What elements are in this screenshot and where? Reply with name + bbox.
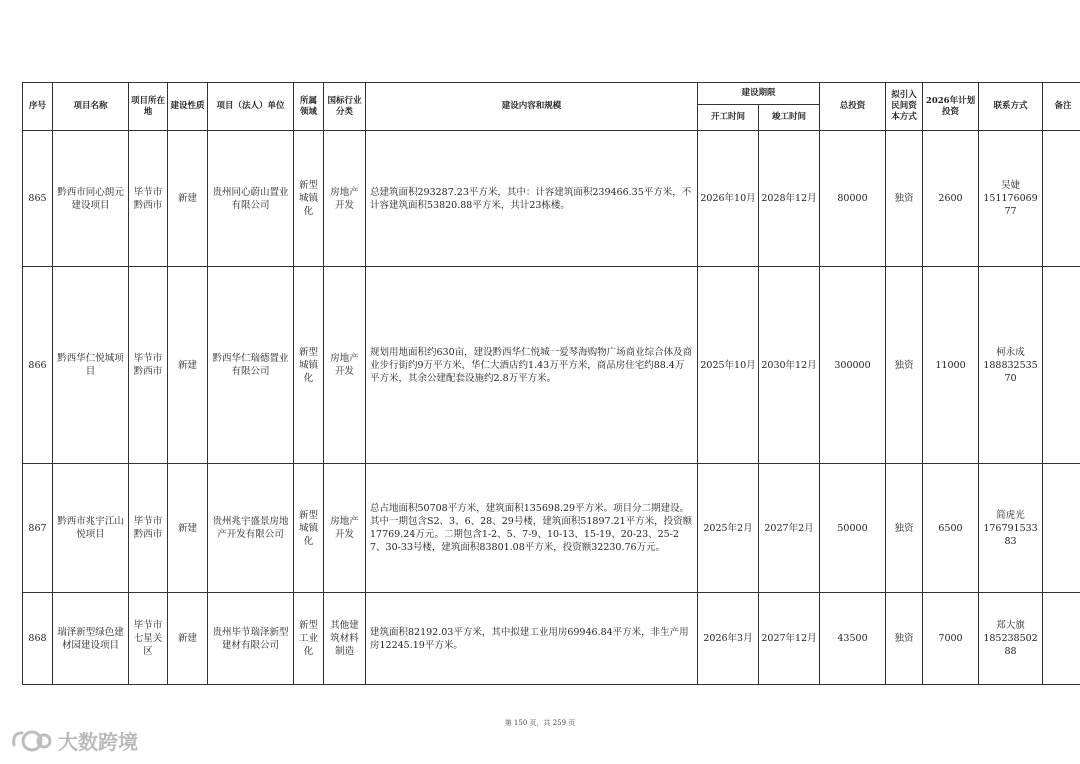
header-contact: 联系方式 [979, 83, 1043, 131]
contact-name: 郑大旗 [996, 620, 1025, 631]
cell-unit: 贵州同心蔚山置业有限公司 [208, 131, 294, 267]
cell-contact [979, 593, 1043, 685]
cell-field: 新型城镇化 [294, 464, 324, 593]
cell-nature: 新建 [168, 464, 208, 593]
watermark-logo-icon [10, 727, 54, 755]
contact-name: 简虎光 [996, 509, 1025, 521]
header-industry: 国标行业分类 [324, 83, 366, 131]
cell-investment: 80000 [820, 131, 886, 267]
cell-content: 总建筑面积293287.23平方米，其中：计容建筑面积239466.35平方米，不计容建筑面积53820.88平方米，共计23栋楼。 [366, 131, 698, 267]
cell-content: 建筑面积82192.03平方米，其中拟建工业用房69946.84平方米，非生产用房12245.19平方米。 [366, 593, 698, 685]
project-table-sheet [22, 82, 1072, 685]
cell-name: 黔西市兆宇江山悦项目 [53, 464, 129, 593]
cell-name: 瑞泽新型绿色建材园建设项目 [53, 593, 129, 685]
cell-seq: 865 [23, 131, 53, 267]
header-nature: 建设性质 [168, 83, 208, 131]
cell-name: 黔西华仁悦城项目 [53, 267, 129, 464]
table-row [23, 267, 1080, 464]
header-seq: 序号 [23, 83, 53, 131]
cell-remark [1043, 593, 1080, 685]
cell-start: 2026年3月 [698, 593, 759, 685]
cell-seq: 867 [23, 464, 53, 593]
cell-unit: 贵州兆宇盛景房地产开发有限公司 [208, 464, 294, 593]
contact-phone: 18883253570 [983, 359, 1038, 384]
cell-remark [1043, 267, 1080, 464]
header-start: 开工时间 [698, 105, 759, 131]
cell-location: 毕节市黔西市 [129, 267, 168, 464]
contact-name: 柯永成 [996, 346, 1025, 358]
header-remark: 备注 [1043, 83, 1080, 131]
cell-end: 2027年12月 [759, 593, 820, 685]
cell-plan-2026: 11000 [923, 267, 979, 464]
header-unit: 项目（法人）单位 [208, 83, 294, 131]
cell-private-capital: 独资 [886, 267, 923, 464]
cell-content: 总占地面积50708平方米，建筑面积135698.29平方米。项目分二期建设。其中一期包含S2、3、6、28、29号楼，建筑面积51897.21平方米，投资额17769.24万元。二期包含1-2、5、7-9、10-13、15-19、20-23、25-27、30-33号楼，建筑面积83801.08平方米，投资额32230.76万元。 [366, 464, 698, 593]
cell-field: 新型城镇化 [294, 131, 324, 267]
cell-end: 2030年12月 [759, 267, 820, 464]
cell-contact [979, 131, 1043, 267]
header-end: 竣工时间 [759, 105, 820, 131]
header-content: 建设内容和规模 [366, 83, 698, 131]
cell-location: 毕节市黔西市 [129, 131, 168, 267]
header-location: 项目所在地 [129, 83, 168, 131]
contact-name: 吴婕 [1001, 180, 1021, 191]
cell-content: 规划用地面积约630亩，建设黔西华仁悦城一爱琴海购物广场商业综合体及商业步行街约9万平方米，华仁大酒店约1.43万平方米，商品房住宅约88.4万平方米，其余公建配套设施约2.8万平方米。 [366, 267, 698, 464]
cell-remark [1043, 131, 1080, 267]
table-row [23, 131, 1080, 267]
cell-industry: 其他建筑材料制造 [324, 593, 366, 685]
contact-phone: 15117606977 [983, 193, 1038, 217]
cell-private-capital: 独资 [886, 593, 923, 685]
cell-contact [979, 267, 1043, 464]
cell-industry: 房地产开发 [324, 464, 366, 593]
cell-start: 2025年2月 [698, 464, 759, 593]
header-plan-2026: 2026年计划投资 [923, 83, 979, 131]
contact-phone: 17679153383 [983, 522, 1038, 547]
cell-plan-2026: 7000 [923, 593, 979, 685]
cell-investment: 300000 [820, 267, 886, 464]
cell-location: 毕节市七星关区 [129, 593, 168, 685]
cell-location: 毕节市黔西市 [129, 464, 168, 593]
watermark [10, 726, 138, 755]
cell-nature: 新建 [168, 593, 208, 685]
page-number: 第 150 页，共 259 页 [504, 719, 576, 727]
cell-investment: 43500 [820, 593, 886, 685]
cell-unit: 黔西华仁瑞德置业有限公司 [208, 267, 294, 464]
table-row [23, 464, 1080, 593]
watermark-text: 大数跨境 [58, 730, 138, 754]
cell-industry: 房地产开发 [324, 131, 366, 267]
table-row [23, 593, 1080, 685]
cell-investment: 50000 [820, 464, 886, 593]
cell-nature: 新建 [168, 131, 208, 267]
cell-field: 新型城镇化 [294, 267, 324, 464]
cell-start: 2026年10月 [698, 131, 759, 267]
header-name: 项目名称 [53, 83, 129, 131]
cell-plan-2026: 6500 [923, 464, 979, 593]
cell-end: 2027年2月 [759, 464, 820, 593]
cell-end: 2028年12月 [759, 131, 820, 267]
cell-remark [1043, 464, 1080, 593]
cell-nature: 新建 [168, 267, 208, 464]
project-table [22, 82, 1080, 685]
cell-contact [979, 464, 1043, 593]
contact-phone: 18523850288 [983, 633, 1038, 657]
cell-industry: 房地产开发 [324, 267, 366, 464]
header-investment: 总投资 [820, 83, 886, 131]
cell-field: 新型工业化 [294, 593, 324, 685]
cell-plan-2026: 2600 [923, 131, 979, 267]
cell-unit: 贵州毕节瑞泽新型建材有限公司 [208, 593, 294, 685]
cell-seq: 866 [23, 267, 53, 464]
cell-private-capital: 独资 [886, 464, 923, 593]
header-period: 建设期限 [698, 83, 820, 105]
cell-start: 2025年10月 [698, 267, 759, 464]
cell-name: 黔西市同心朗元建设项目 [53, 131, 129, 267]
header-field: 所属领域 [294, 83, 324, 131]
cell-private-capital: 独资 [886, 131, 923, 267]
header-private-capital: 拟引入民间资本方式 [886, 83, 923, 131]
cell-seq: 868 [23, 593, 53, 685]
